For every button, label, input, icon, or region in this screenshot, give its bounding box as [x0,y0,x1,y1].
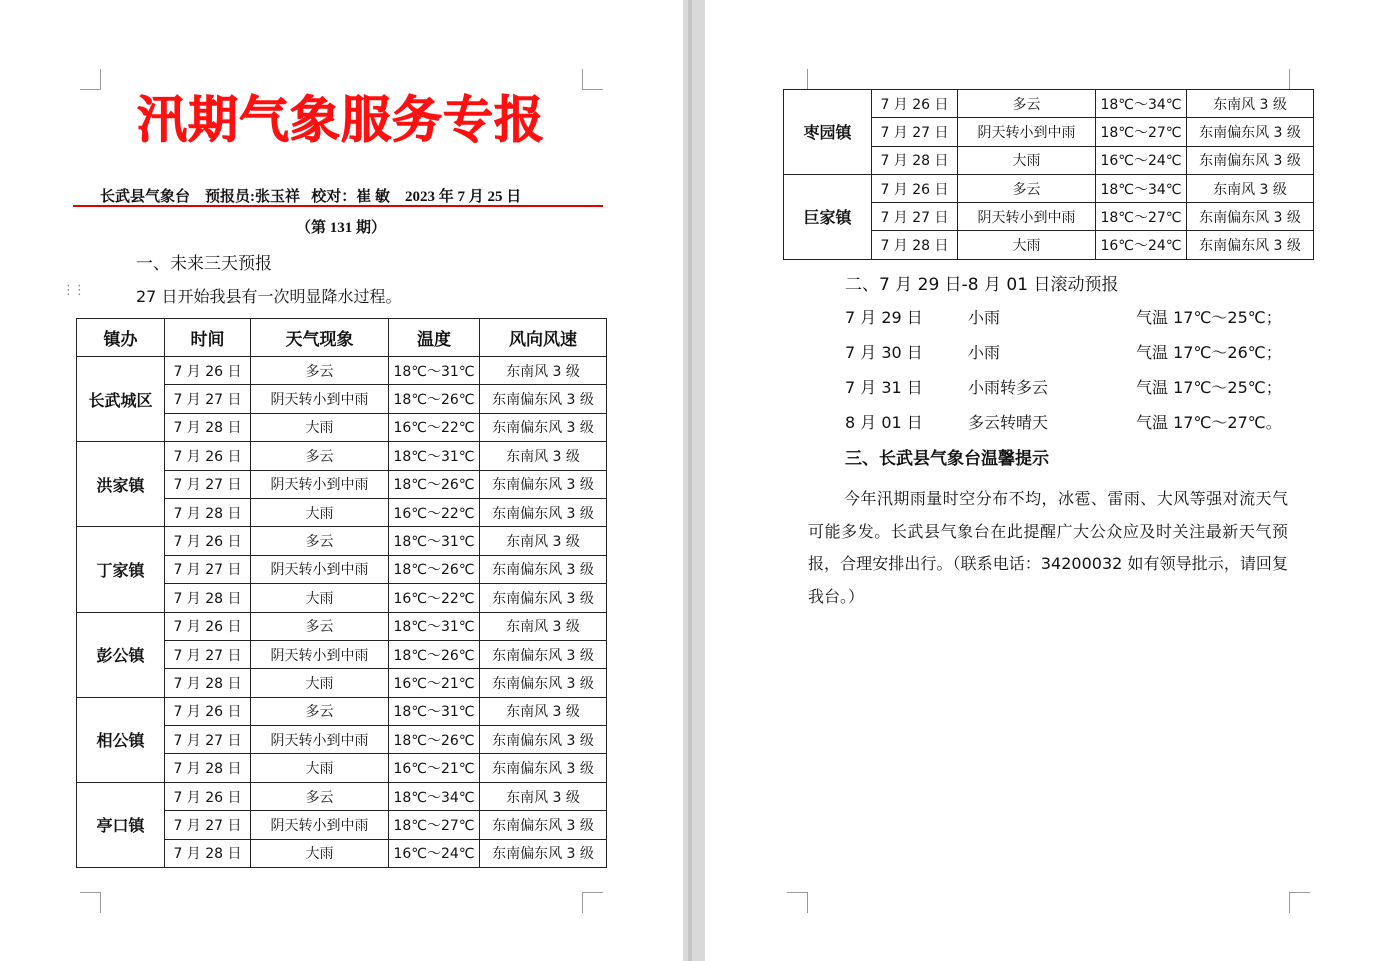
weather-cell: 大雨 [251,839,389,867]
date-cell: 7 月 28 日 [872,146,958,174]
weather-cell: 多云 [251,612,389,640]
temperature-cell: 18℃～34℃ [1096,90,1187,118]
temperature-cell: 16℃～22℃ [389,413,480,441]
table-row [784,174,1314,202]
weather-cell: 多云 [251,442,389,470]
table-row [784,90,1314,118]
temperature-cell: 18℃～26℃ [389,555,480,583]
header-temperature: 温度 [389,319,480,357]
forecast-table-1 [76,318,607,868]
town-cell: 洪家镇 [77,442,165,527]
weather-cell: 多云 [251,697,389,725]
wind-cell: 东南偏东风 3 级 [480,555,607,583]
wind-cell: 东南偏东风 3 级 [1187,203,1314,231]
weather-cell: 多云 [251,782,389,810]
town-cell: 长武城区 [77,357,165,442]
rolling-item [845,410,1305,434]
drag-handle-icon[interactable]: ⋮⋮ [62,283,84,298]
wind-cell: 东南偏东风 3 级 [480,754,607,782]
header-org: 长武县气象台 [100,189,191,205]
temperature-cell: 18℃～26℃ [389,385,480,413]
temperature-cell: 16℃～24℃ [1096,231,1187,259]
weather-cell: 多云 [958,174,1096,202]
section3-text: 今年汛期雨量时空分布不均，冰雹、雷雨、大风等强对流天气可能多发。长武县气象台在此提醒广大公众应及时关注最新天气预报，合理安排出行。（联系电话：34200032 如有领导批示，请回复我台。） [808,489,1288,606]
temperature-cell: 18℃～26℃ [389,726,480,754]
wind-cell: 东南风 3 级 [480,697,607,725]
weather-cell: 阴天转小到中雨 [251,555,389,583]
rolling-temp: 气温 17℃～26℃； [1136,343,1282,362]
weather-cell: 阴天转小到中雨 [251,385,389,413]
town-cell: 亭口镇 [77,782,165,867]
wind-cell: 东南偏东风 3 级 [1187,146,1314,174]
issue-number: （第 131 期） [295,220,386,236]
rolling-weather: 多云转晴天 [968,413,1049,432]
date-cell: 7 月 27 日 [165,811,251,839]
date-cell: 7 月 26 日 [165,527,251,555]
weather-cell: 多云 [958,90,1096,118]
rolling-temp: 气温 17℃～27℃。 [1136,413,1282,432]
wind-cell: 东南偏东风 3 级 [1187,118,1314,146]
weather-cell: 阴天转小到中雨 [251,470,389,498]
weather-cell: 多云 [251,357,389,385]
report-header-info [100,185,521,206]
wind-cell: 东南偏东风 3 级 [480,470,607,498]
temperature-cell: 18℃～27℃ [389,811,480,839]
section2-heading: 二、7 月 29 日-8 月 01 日滚动预报 [845,275,1119,295]
wind-cell: 东南风 3 级 [480,782,607,810]
table-row [77,442,607,470]
rolling-item [845,305,1305,329]
table-row [77,527,607,555]
date-cell: 7 月 26 日 [872,90,958,118]
wind-cell: 东南偏东风 3 级 [480,498,607,526]
date-cell: 7 月 26 日 [165,442,251,470]
town-cell: 巨家镇 [784,174,872,259]
temperature-cell: 16℃～22℃ [389,584,480,612]
wind-cell: 东南偏东风 3 级 [480,839,607,867]
temperature-cell: 16℃～21℃ [389,754,480,782]
date-cell: 7 月 27 日 [872,203,958,231]
header-forecaster: 预报员:张玉祥 [205,189,301,205]
rolling-forecast [845,305,1305,445]
temperature-cell: 18℃～31℃ [389,697,480,725]
date-cell: 7 月 28 日 [165,584,251,612]
date-cell: 7 月 28 日 [165,839,251,867]
weather-cell: 阴天转小到中雨 [251,726,389,754]
temperature-cell: 18℃～34℃ [389,782,480,810]
margin-mark-top-right [1289,69,1310,90]
wind-cell: 东南偏东风 3 级 [480,726,607,754]
wind-cell: 东南偏东风 3 级 [480,669,607,697]
header-wind: 风向风速 [480,319,607,357]
temperature-cell: 16℃～22℃ [389,498,480,526]
page-gutter [683,0,705,961]
header-proofreader: 校对：崔 敏 [311,189,391,205]
temperature-cell: 16℃～21℃ [389,669,480,697]
wind-cell: 东南风 3 级 [480,357,607,385]
date-cell: 7 月 26 日 [165,782,251,810]
wind-cell: 东南风 3 级 [1187,90,1314,118]
date-cell: 7 月 28 日 [165,669,251,697]
wind-cell: 东南偏东风 3 级 [1187,231,1314,259]
wind-cell: 东南偏东风 3 级 [480,413,607,441]
weather-cell: 阴天转小到中雨 [251,640,389,668]
section1-text: 27 日开始我县有一次明显降水过程。 [136,287,402,306]
rolling-item [845,340,1305,364]
weather-cell: 阴天转小到中雨 [958,118,1096,146]
date-cell: 7 月 28 日 [165,498,251,526]
temperature-cell: 18℃～31℃ [389,612,480,640]
wind-cell: 东南偏东风 3 级 [480,584,607,612]
header-date: 2023 年 7 月 25 日 [405,189,522,205]
header-red-rule [73,205,603,207]
document-page-1 [0,0,683,961]
report-title: 汛期气象服务专报 [137,90,545,149]
table-row [77,782,607,810]
weather-cell: 大雨 [958,146,1096,174]
temperature-cell: 16℃～24℃ [1096,146,1187,174]
rolling-weather: 小雨 [968,308,1001,327]
temperature-cell: 18℃～27℃ [1096,203,1187,231]
header-date: 时间 [165,319,251,357]
date-cell: 7 月 27 日 [165,555,251,583]
margin-mark-bottom-left [787,892,808,913]
wind-cell: 东南风 3 级 [480,442,607,470]
date-cell: 7 月 27 日 [872,118,958,146]
temperature-cell: 18℃～31℃ [389,442,480,470]
temperature-cell: 18℃～26℃ [389,470,480,498]
wind-cell: 东南偏东风 3 级 [480,385,607,413]
date-cell: 7 月 27 日 [165,385,251,413]
wind-cell: 东南偏东风 3 级 [480,811,607,839]
date-cell: 7 月 28 日 [872,231,958,259]
temperature-cell: 18℃～34℃ [1096,174,1187,202]
header-town: 镇办 [77,319,165,357]
table-header-row [77,319,607,357]
town-cell: 丁家镇 [77,527,165,612]
weather-cell: 阴天转小到中雨 [958,203,1096,231]
date-cell: 7 月 27 日 [165,726,251,754]
table-row [77,357,607,385]
temperature-cell: 18℃～31℃ [389,527,480,555]
margin-mark-bottom-right [582,892,603,913]
table-row [77,697,607,725]
town-cell: 枣园镇 [784,90,872,175]
rolling-item [845,375,1305,399]
margin-mark-top-left [787,69,808,90]
temperature-cell: 16℃～24℃ [389,839,480,867]
temperature-cell: 18℃～27℃ [1096,118,1187,146]
table-row [77,612,607,640]
wind-cell: 东南偏东风 3 级 [480,640,607,668]
rolling-date: 7 月 31 日 [845,378,923,397]
date-cell: 7 月 28 日 [165,754,251,782]
margin-mark-bottom-right [1289,892,1310,913]
rolling-temp: 气温 17℃～25℃； [1136,378,1282,397]
weather-cell: 大雨 [958,231,1096,259]
rolling-weather: 小雨 [968,343,1001,362]
date-cell: 7 月 26 日 [872,174,958,202]
weather-cell: 阴天转小到中雨 [251,811,389,839]
wind-cell: 东南风 3 级 [480,612,607,640]
margin-mark-bottom-left [80,892,101,913]
date-cell: 7 月 26 日 [165,612,251,640]
rolling-temp: 气温 17℃～25℃； [1136,308,1282,327]
rolling-weather: 小雨转多云 [968,378,1049,397]
temperature-cell: 18℃～31℃ [389,357,480,385]
wind-cell: 东南风 3 级 [480,527,607,555]
date-cell: 7 月 28 日 [165,413,251,441]
wind-cell: 东南风 3 级 [1187,174,1314,202]
section3-heading: 三、长武县气象台温馨提示 [845,449,1049,469]
weather-cell: 大雨 [251,754,389,782]
date-cell: 7 月 26 日 [165,697,251,725]
rolling-date: 7 月 30 日 [845,343,923,362]
rolling-date: 7 月 29 日 [845,308,923,327]
date-cell: 7 月 27 日 [165,470,251,498]
weather-cell: 大雨 [251,669,389,697]
town-cell: 彭公镇 [77,612,165,697]
town-cell: 相公镇 [77,697,165,782]
forecast-table-2 [783,89,1314,260]
weather-cell: 大雨 [251,584,389,612]
date-cell: 7 月 26 日 [165,357,251,385]
section1-heading: 一、未来三天预报 [136,254,272,274]
weather-cell: 大雨 [251,413,389,441]
temperature-cell: 18℃～26℃ [389,640,480,668]
date-cell: 7 月 27 日 [165,640,251,668]
weather-cell: 多云 [251,527,389,555]
rolling-date: 8 月 01 日 [845,413,923,432]
header-weather: 天气现象 [251,319,389,357]
weather-cell: 大雨 [251,498,389,526]
page-divider [688,0,692,961]
